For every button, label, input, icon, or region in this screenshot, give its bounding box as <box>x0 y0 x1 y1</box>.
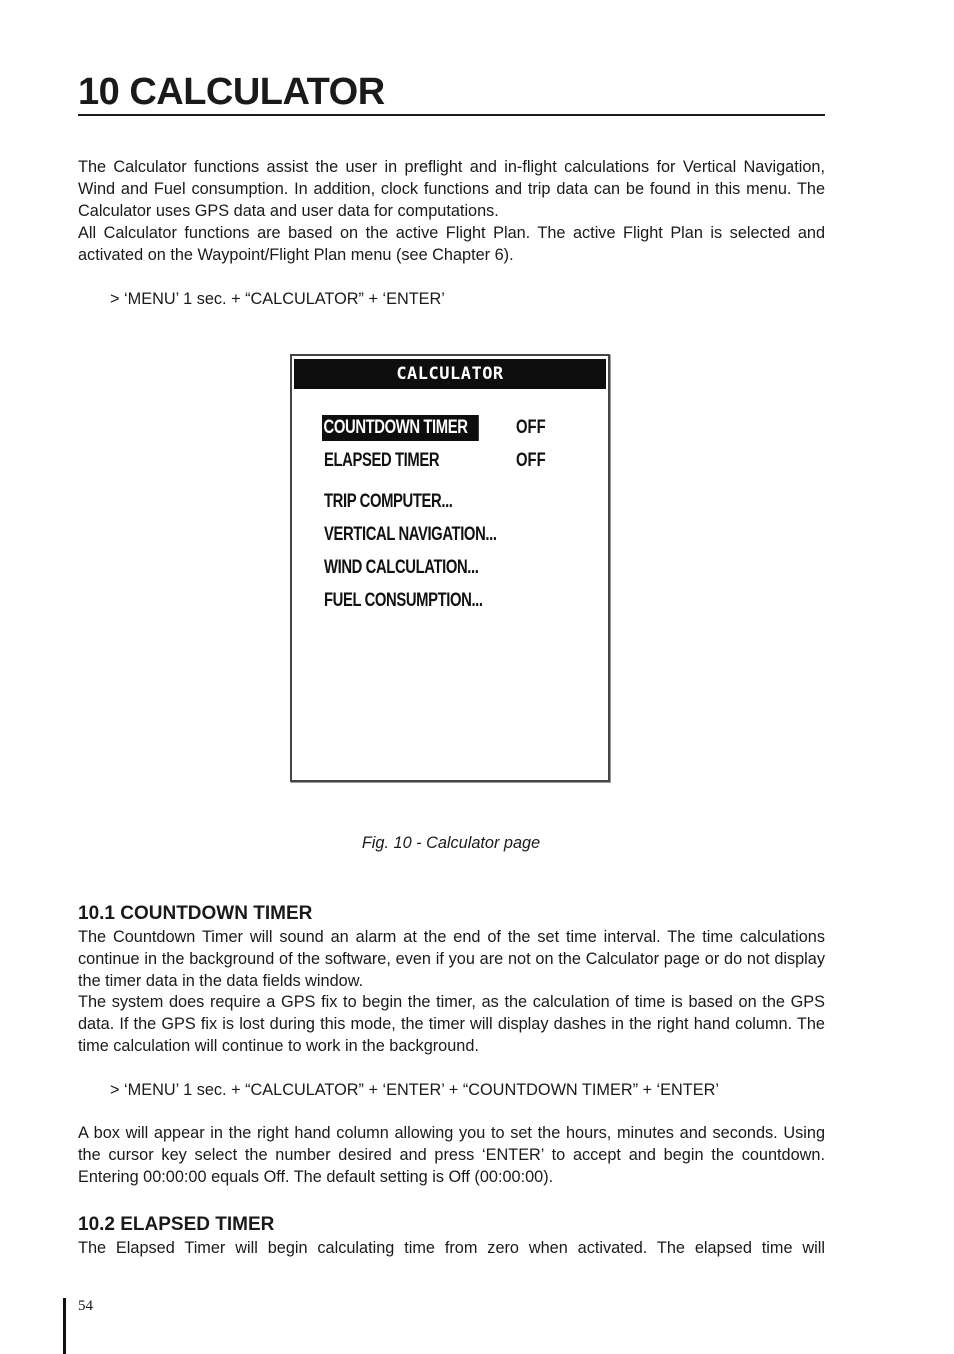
menu-item-trip-computer[interactable]: TRIP COMPUTER... <box>324 491 453 512</box>
countdown-paragraph-1: The Countdown Timer will sound an alarm at the end of the set time interval. The time calculations continue in the background of the software, even if you are not on the Calculator page or do not display the timer data in the data fields window. <box>78 928 825 990</box>
screen-title: CALCULATOR <box>294 359 606 389</box>
menu-item-vertical-navigation[interactable]: VERTICAL NAVIGATION... <box>324 524 497 545</box>
calculator-screen <box>290 354 610 782</box>
chapter-title: 10 CALCULATOR <box>78 70 825 116</box>
page-number: 54 <box>78 1298 93 1314</box>
section-heading-countdown-timer: 10.1 COUNTDOWN TIMER <box>78 903 313 924</box>
countdown-paragraph-2: The system does require a GPS fix to begin the timer, as the calculation of time is based on the GPS data. If the GPS fix is lost during this mode, the timer will display dashes in the right hand column. The time calculation will continue to work in the background. <box>78 993 825 1055</box>
countdown-paragraph-3: A box will appear in the right hand column allowing you to set the hours, minutes and seconds. Using the cursor key select the number desired and press ‘ENTER’ to accept and begin the countdown. Entering 00:00:00 equals Off. The default setting is Off (00:00:00). <box>78 1124 825 1186</box>
menu-item-fuel-consumption[interactable]: FUEL CONSUMPTION... <box>324 590 483 611</box>
page-margin-bar <box>63 1298 66 1354</box>
countdown-command: > ‘MENU’ 1 sec. + “CALCULATOR” + ‘ENTER’ + “COUNTDOWN TIMER” + ‘ENTER’ <box>110 1081 719 1099</box>
intro-command: > ‘MENU’ 1 sec. + “CALCULATOR” + ‘ENTER’ <box>110 290 445 308</box>
menu-item-wind-calculation[interactable]: WIND CALCULATION... <box>324 557 479 578</box>
menu-item-elapsed-timer[interactable]: ELAPSED TIMER <box>324 450 440 471</box>
figure-caption: Fig. 10 - Calculator page <box>361 834 541 852</box>
countdown-timer-value: OFF <box>516 417 546 438</box>
elapsed-timer-value: OFF <box>516 450 546 471</box>
section-heading-elapsed-timer: 10.2 ELAPSED TIMER <box>78 1214 275 1235</box>
elapsed-paragraph-1: The Elapsed Timer will begin calculating time from zero when activated. The elapsed time will <box>78 1239 825 1257</box>
menu-item-countdown-timer[interactable]: COUNTDOWN TIMER <box>322 415 478 441</box>
intro-paragraph-2: All Calculator functions are based on the active Flight Plan. The active Flight Plan is selected and activated on the Waypoint/Flight Plan menu (see Chapter 6). <box>78 224 825 264</box>
intro-paragraph-1: The Calculator functions assist the user in preflight and in-flight calculations for Vertical Navigation, Wind and Fuel consumption. In addition, clock functions and trip data can be found in this menu. The Calculator uses GPS data and user data for computations. <box>78 158 825 220</box>
